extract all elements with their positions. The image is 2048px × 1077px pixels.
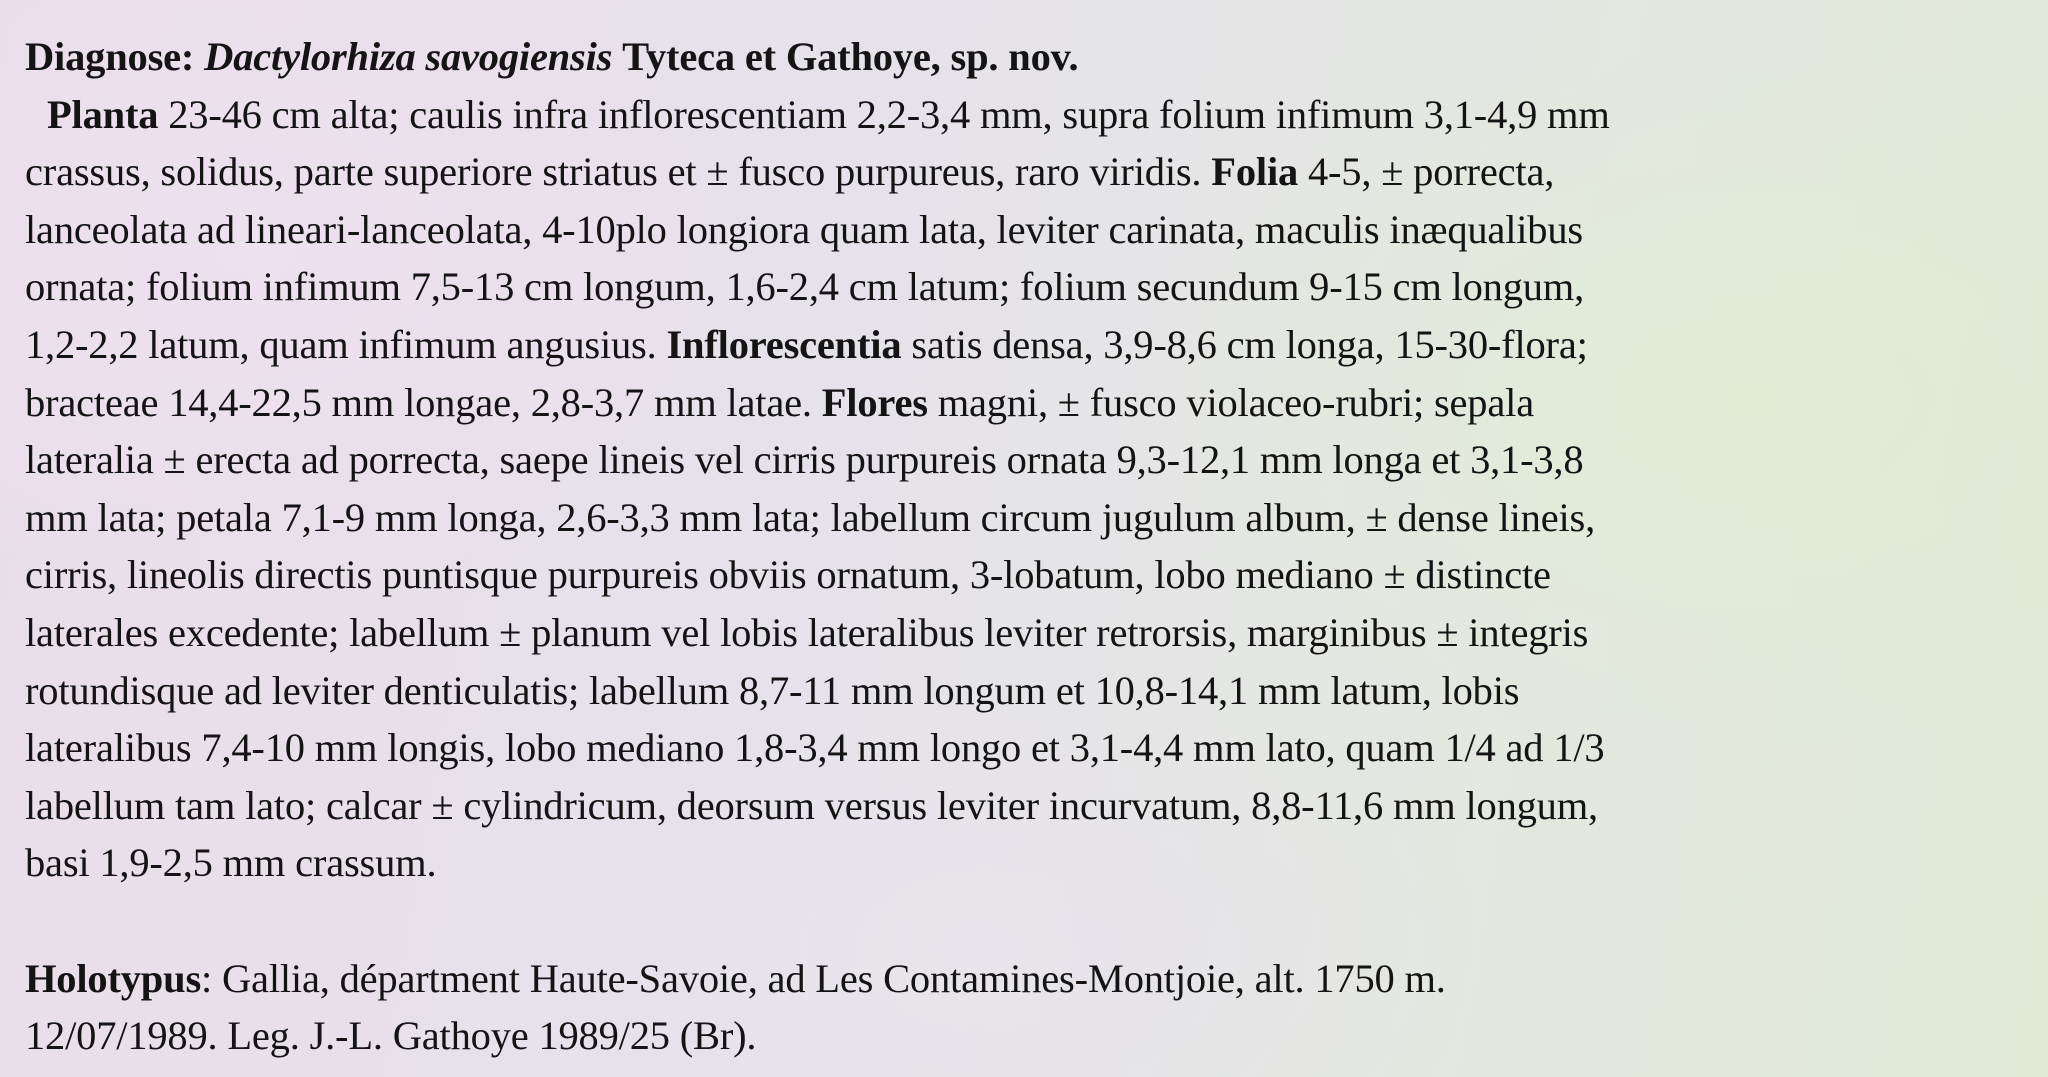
- holotype-details: : Gallia, départment Haute-Savoie, ad Les Contamines-Montjoie, alt. 1750 m.: [201, 955, 1446, 1001]
- diagnosis-line: [25, 201, 2015, 259]
- diagnosis-line: [25, 604, 2015, 662]
- diagnosis-line: [25, 489, 2015, 547]
- diagnosis-text-segment: basi 1,9-2,5 mm crassum.: [25, 840, 437, 886]
- diagnosis-line: [25, 258, 2015, 316]
- holotype-label: Holotypus: [25, 955, 202, 1001]
- diagnosis-line: [25, 777, 2015, 835]
- diagnosis-term: Flores: [821, 379, 928, 425]
- diagnosis-term: Inflorescentia: [666, 321, 902, 367]
- diagnosis-text-segment: satis densa, 3,9-8,6 cm longa, 15-30-flora;: [901, 321, 1588, 367]
- species-authors: Tyteca et Gathoye, sp. nov.: [622, 34, 1079, 79]
- diagnosis-text-segment: mm lata; petala 7,1-9 mm longa, 2,6-3,3 mm lata; labellum circum jugulum album, ± dense lineis,: [25, 494, 1596, 540]
- diagnosis-line: [25, 834, 2015, 892]
- diagnosis-text-segment: bracteae 14,4-22,5 mm longae, 2,8-3,7 mm latae.: [25, 379, 822, 425]
- diagnosis-text-segment: laterales excedente; labellum ± planum vel lobis lateralibus leviter retrorsis, marginibus ± integris: [25, 609, 1589, 655]
- diagnosis-line: [25, 143, 2015, 201]
- diagnosis-text-segment: lateralibus 7,4-10 mm longis, lobo mediano 1,8-3,4 mm longo et 3,1-4,4 mm lato, quam 1/4 ad 1/3: [25, 725, 1605, 771]
- diagnosis-text-segment: 4-5, ± porrecta,: [1298, 149, 1555, 195]
- document-body: [25, 28, 2015, 1065]
- diagnosis-text-segment: cirris, lineolis directis puntisque purpureis obviis ornatum, 3-lobatum, lobo mediano ± distincte: [25, 552, 1551, 598]
- diagnosis-line: [25, 316, 2015, 374]
- diagnosis-line: [25, 546, 2015, 604]
- paragraph-gap: [25, 892, 2015, 950]
- diagnosis-text-segment: 23-46 cm alta; caulis infra inflorescentiam 2,2-3,4 mm, supra folium infimum 3,1-4,9 mm: [158, 91, 1610, 137]
- diagnosis-line: [25, 374, 2015, 432]
- diagnosis-text: [25, 86, 2015, 892]
- diagnosis-text-segment: rotundisque ad leviter denticulatis; labellum 8,7-11 mm longum et 10,8-14,1 mm latum, lobis: [25, 667, 1520, 713]
- diagnosis-line: [25, 86, 2015, 144]
- diagnosis-text-segment: labellum tam lato; calcar ± cylindricum, deorsum versus leviter incurvatum, 8,8-11,6 mm longum,: [25, 782, 1598, 828]
- diagnosis-term: Planta: [47, 91, 159, 137]
- diagnosis-label: Diagnose:: [25, 34, 195, 79]
- diagnosis-text-segment: 1,2-2,2 latum, quam infimum angusius.: [25, 321, 667, 367]
- diagnosis-line: [25, 719, 2015, 777]
- holotype-line-2: 12/07/1989. Leg. J.-L. Gathoye 1989/25 (Br).: [25, 1013, 757, 1059]
- diagnosis-heading: [25, 28, 2015, 86]
- diagnosis-text-segment: crassus, solidus, parte superiore striatus et ± fusco purpureus, raro viridis.: [25, 149, 1212, 195]
- species-name: Dactylorhiza savogiensis: [204, 34, 613, 79]
- diagnosis-text-segment: lateralia ± erecta ad porrecta, saepe lineis vel cirris purpureis ornata 9,3-12,1 mm longa et 3,1-3,8: [25, 437, 1584, 483]
- diagnosis-line: [25, 662, 2015, 720]
- diagnosis-text-segment: ornata; folium infimum 7,5-13 cm longum, 1,6-2,4 cm latum; folium secundum 9-15 cm longum,: [25, 264, 1585, 310]
- diagnosis-line: [25, 431, 2015, 489]
- diagnosis-term: Folia: [1211, 149, 1299, 195]
- diagnosis-text-segment: magni, ± fusco violaceo-rubri; sepala: [927, 379, 1534, 425]
- holotype-line-1: [25, 950, 2015, 1008]
- diagnosis-text-segment: lanceolata ad lineari-lanceolata, 4-10plo longiora quam lata, leviter carinata, maculis inæqualibus: [25, 206, 1583, 252]
